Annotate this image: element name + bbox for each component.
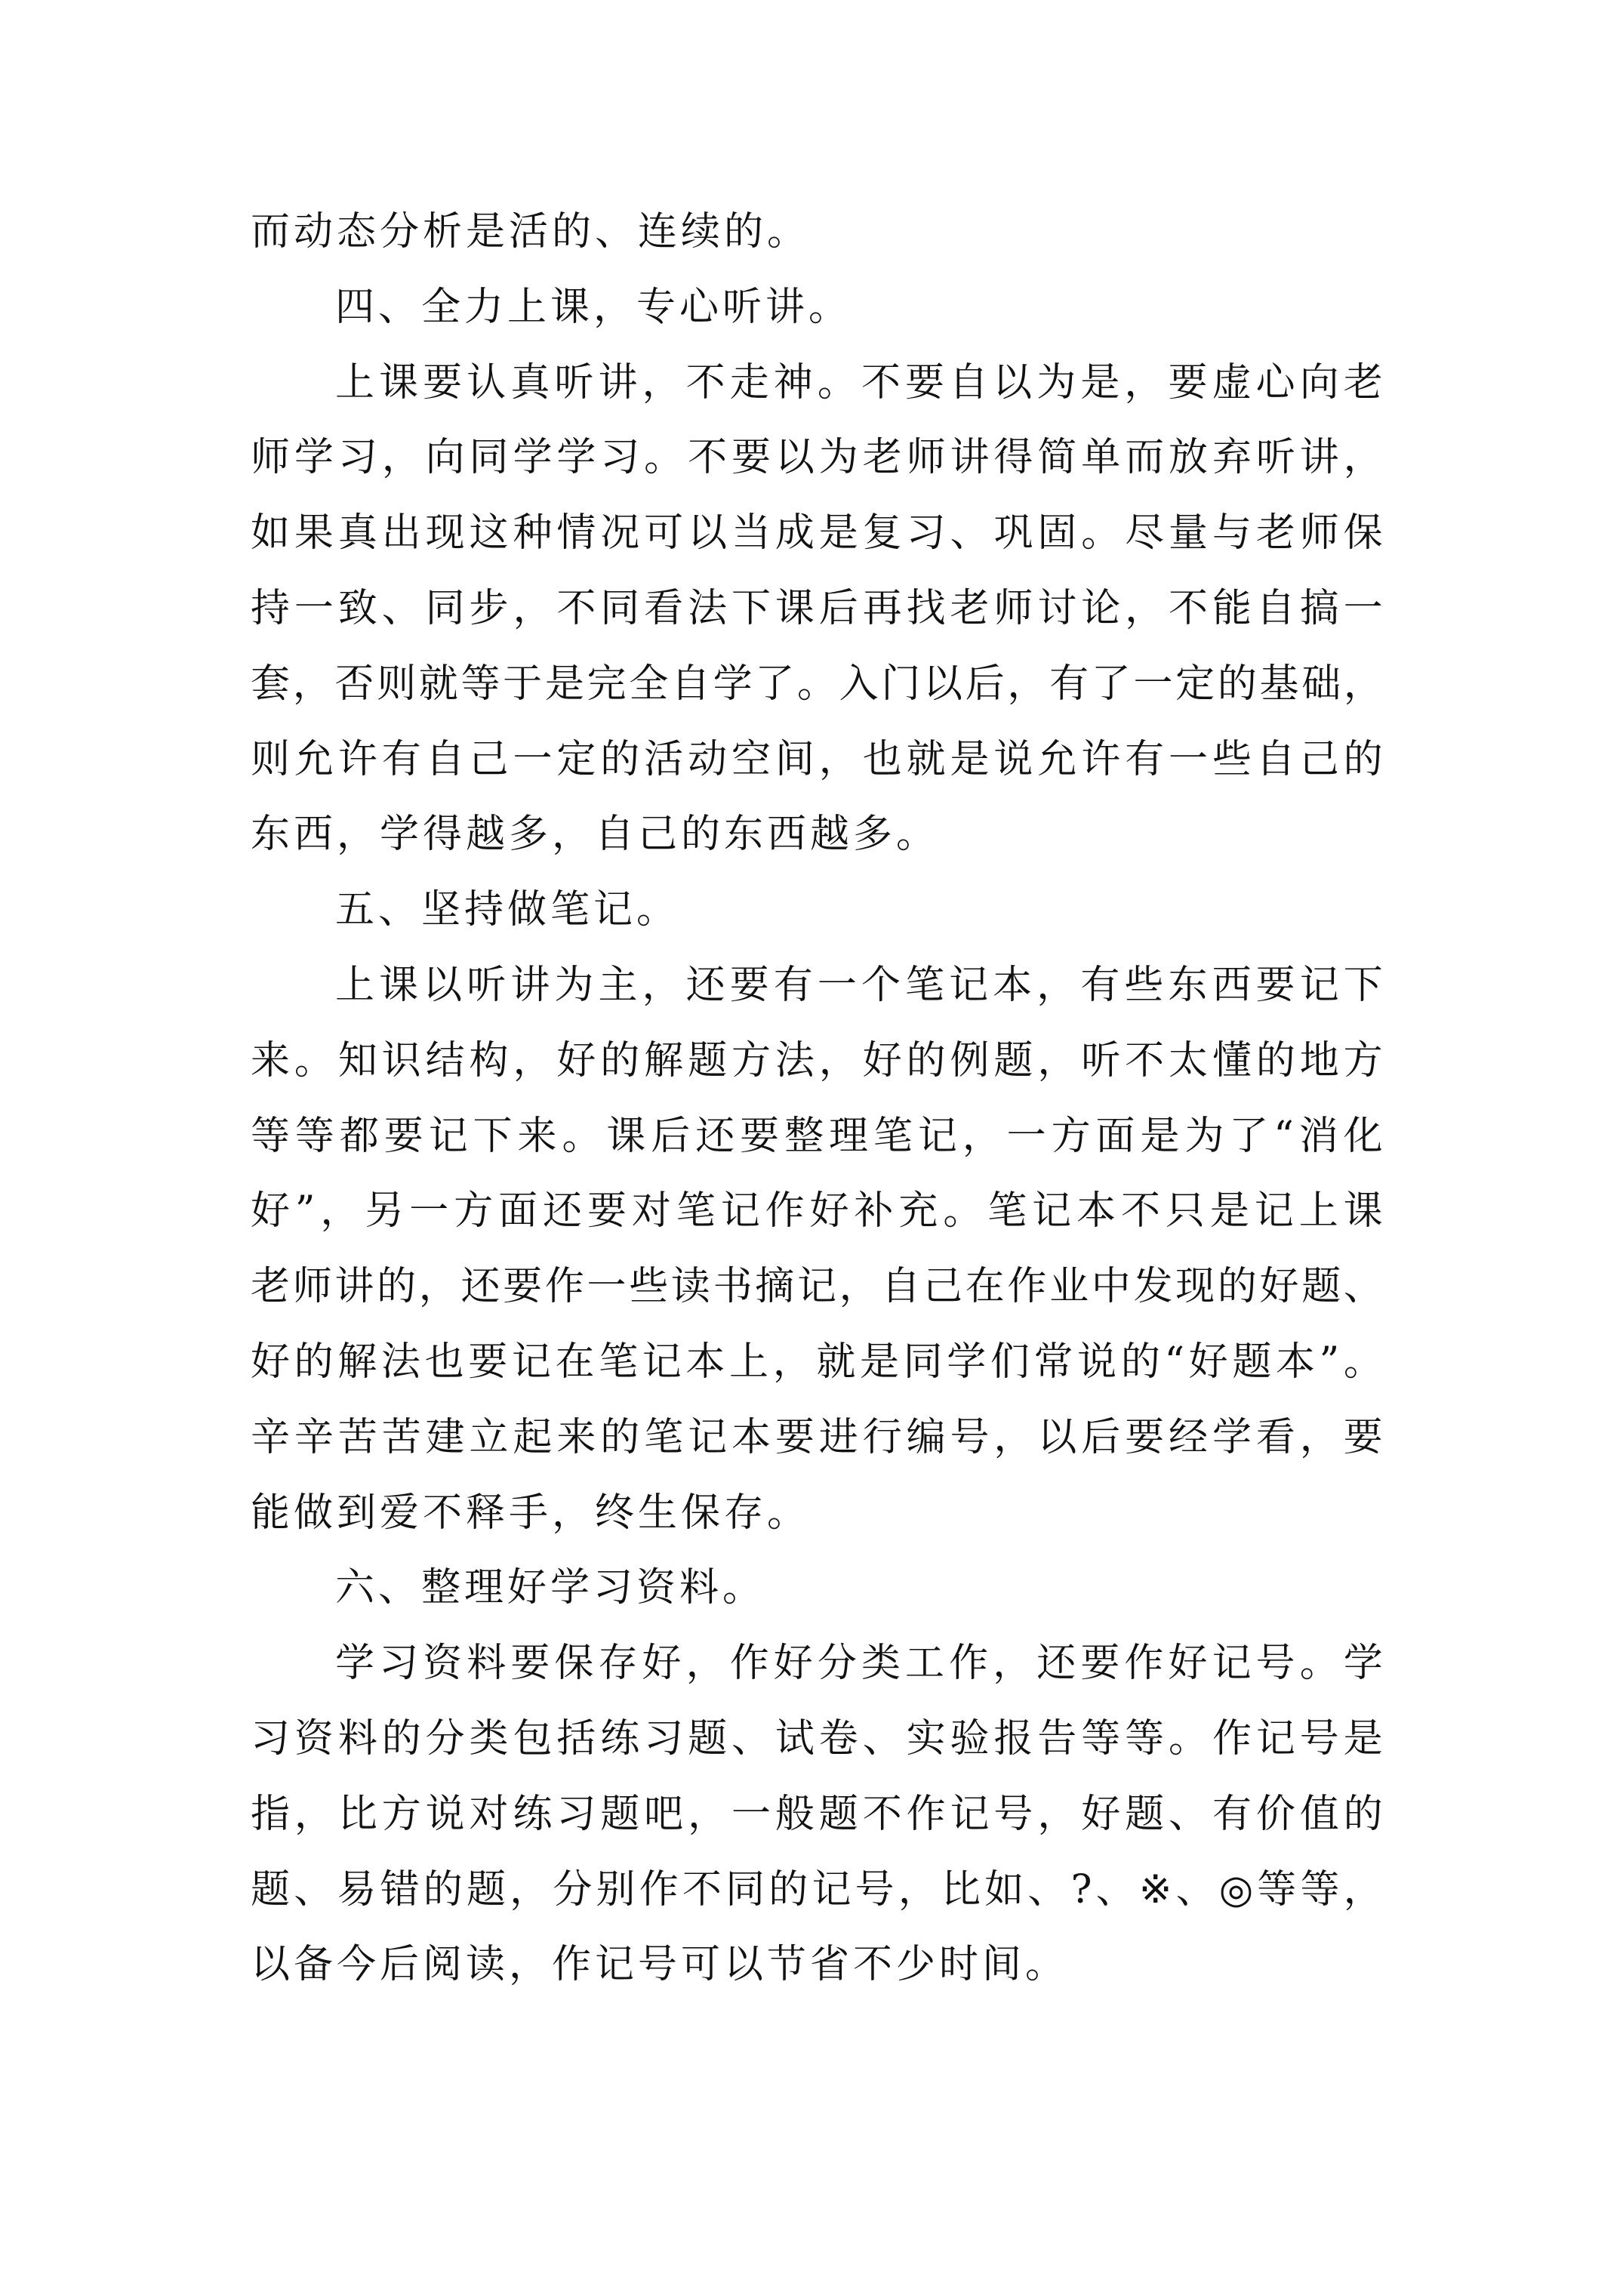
text-line: 持 一 致 、 同 步 ， 不 同 看 法 下 课 后 再 找 老 师 讨 论 ， 不 能 自 搞 一	[251, 585, 1383, 631]
text-line: 以备今后阅读，作记号可以节省不少时间。	[251, 1942, 1069, 1988]
text-line: 套 ， 否 则 就 等 于 是 完 全 自 学 了 。 入 门 以 后 ， 有 了 一 定 的 基 础 ，	[251, 661, 1383, 707]
text-line: 能做到爱不释手，终生保存。	[251, 1490, 811, 1536]
document-body	[251, 195, 1383, 2003]
text-line: 指 ， 比 方 说 对 练 习 题 吧 ， 一 般 题 不 作 记 号 ， 好 题 、 有 价 值 的	[251, 1791, 1383, 1837]
text-line: 学 习 资 料 要 保 存 好 ， 作 好 分 类 工 作 ， 还 要 作 好 记 号 。 学	[335, 1641, 1383, 1687]
text-line: 上 课 以 听 讲 为 主 ， 还 要 有 一 个 笔 记 本 ， 有 些 东 西 要 记 下	[335, 962, 1383, 1008]
text-line: 好 ” ， 另 一 方 面 还 要 对 笔 记 作 好 补 充 。 笔 记 本 不 只 是 记 上 课	[251, 1188, 1383, 1234]
section-heading: 五、坚持做笔记。	[335, 887, 680, 933]
text-line: 东西，学得越多，自己的东西越多。	[251, 812, 940, 858]
text-line: 老 师 讲 的 ， 还 要 作 一 些 读 书 摘 记 ， 自 己 在 作 业 中 发 现 的 好 题 、	[251, 1264, 1383, 1310]
text-line: 如 果 真 出 现 这 种 情 况 可 以 当 成 是 复 习 、 巩 固 。 尽 量 与 老 师 保	[251, 510, 1383, 556]
section-heading: 四、全力上课，专心听讲。	[335, 284, 852, 330]
text-line: 师 学 习 ， 向 同 学 学 习 。 不 要 以 为 老 师 讲 得 简 单 而 放 弃 听 讲 ，	[251, 435, 1383, 481]
text-line: 等 等 都 要 记 下 来 。 课 后 还 要 整 理 笔 记 ， 一 方 面 是 为 了 “ 消 化	[251, 1113, 1383, 1159]
text-line: 而动态分析是活的、连续的。	[251, 209, 811, 254]
text-line: 来 。 知 识 结 构 ， 好 的 解 题 方 法 ， 好 的 例 题 ， 听 不 太 懂 的 地 方	[251, 1037, 1383, 1083]
text-line: 好 的 解 法 也 要 记 在 笔 记 本 上 ， 就 是 同 学 们 常 说 的 “ 好 题 本 ” 。	[251, 1339, 1383, 1385]
text-line: 辛 辛 苦 苦 建 立 起 来 的 笔 记 本 要 进 行 编 号 ， 以 后 要 经 学 看 ， 要	[251, 1414, 1383, 1460]
text-line: 题 、 易 错 的 题 ， 分 别 作 不 同 的 记 号 ， 比 如 、 ? 、 ※ 、 ◎ 等 等 ，	[251, 1866, 1383, 1912]
text-line: 习 资 料 的 分 类 包 括 练 习 题 、 试 卷 、 实 验 报 告 等 等 。 作 记 号 是	[251, 1715, 1383, 1761]
section-heading: 六、整理好学习资料。	[335, 1565, 766, 1611]
text-line: 则 允 许 有 自 己 一 定 的 活 动 空 间 ， 也 就 是 说 允 许 有 一 些 自 己 的	[251, 736, 1383, 782]
text-line: 上 课 要 认 真 听 讲 ， 不 走 神 。 不 要 自 以 为 是 ， 要 虚 心 向 老	[335, 359, 1383, 405]
